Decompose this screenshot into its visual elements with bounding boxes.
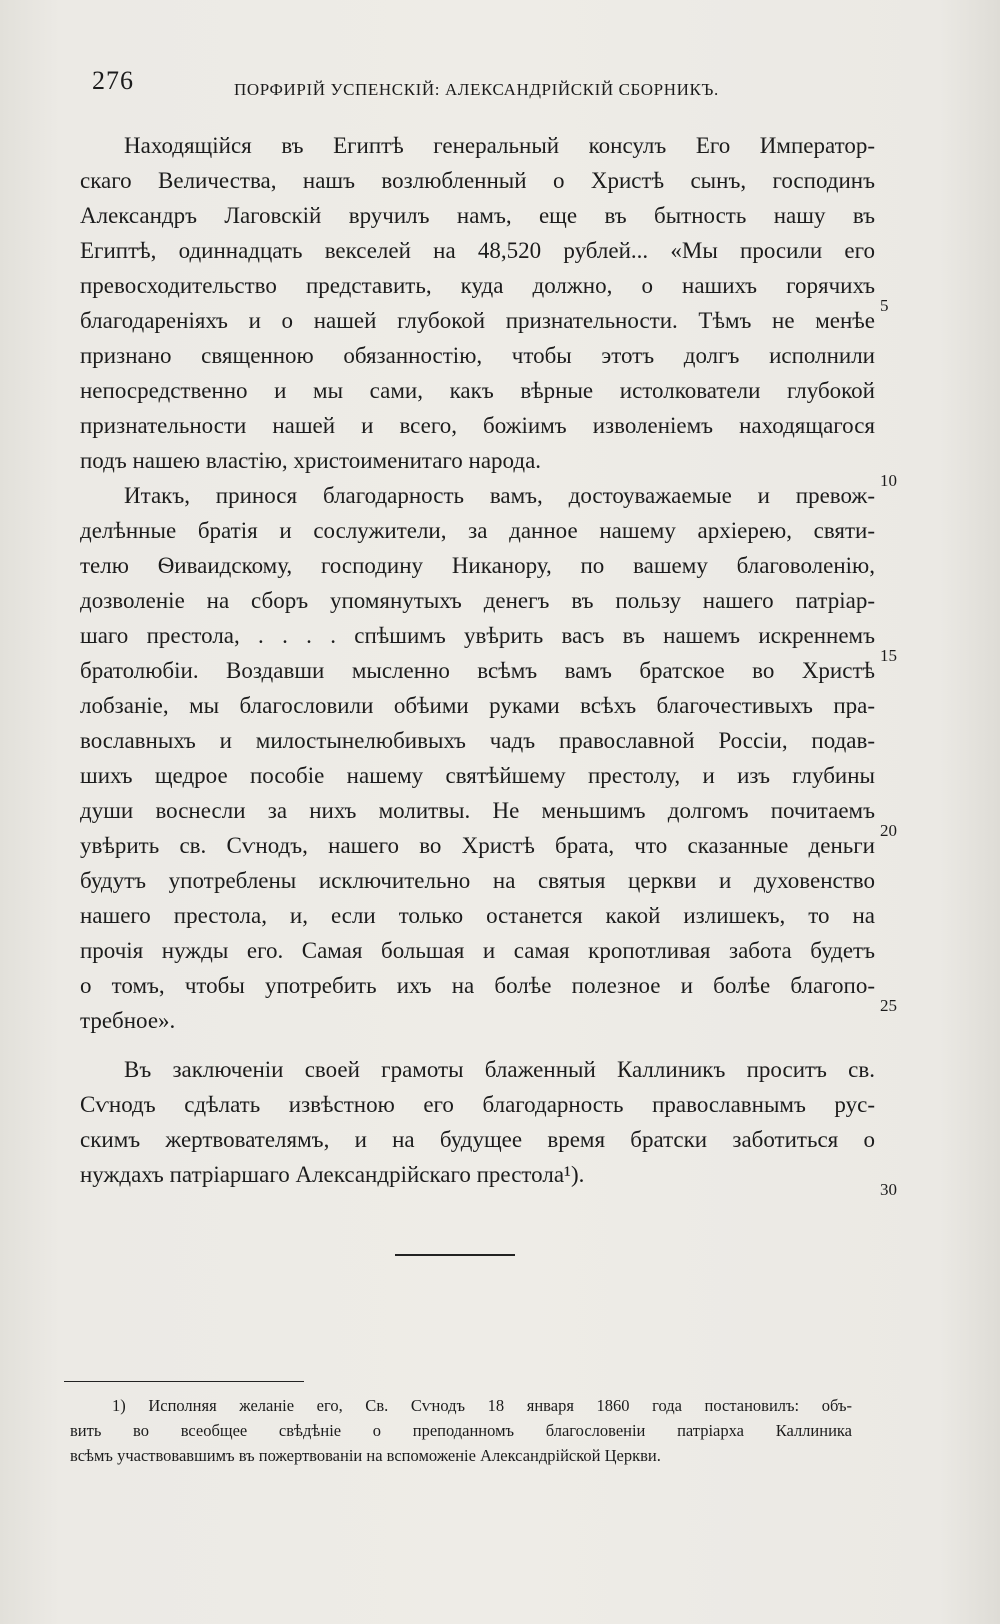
text-line: делѣнные братія и сослужители, за данное нашему архіерею, святи- bbox=[80, 518, 875, 543]
main-text bbox=[80, 128, 875, 1192]
footnote-line: всѣмъ участвовавшимъ въ пожертвованіи на вспоможеніе Александрійской Церкви. bbox=[70, 1446, 661, 1465]
text-line: признано священною обязанностію, чтобы этотъ долгъ исполнили bbox=[80, 343, 875, 368]
text-line: Находящійся въ Египтѣ генеральный консулъ Его Император- bbox=[124, 133, 875, 158]
text-line: шихъ щедрое пособіе нашему святѣйшему престолу, и изъ глубины bbox=[80, 763, 875, 788]
text-line: Египтѣ, одиннадцать векселей на 48,520 рублей... «Мы просили его bbox=[80, 238, 875, 263]
running-title: ПОРФИРІЙ УСПЕНСКІЙ: АЛЕКСАНДРІЙСКІЙ СБОРНИКЪ. bbox=[234, 80, 719, 99]
text-line: лобзаніе, мы благословили обѣими руками всѣхъ благочестивыхъ пра- bbox=[80, 693, 875, 718]
footnote-line: 1) Исполняя желаніе его, Св. Сѵнодъ 18 января 1860 года постановилъ: объ- bbox=[112, 1396, 852, 1415]
line-number: 15 bbox=[880, 646, 897, 665]
text-line: скаго Величества, нашъ возлюбленный о Христѣ сынъ, господинъ bbox=[80, 168, 875, 193]
text-line: о томъ, чтобы употребить ихъ на болѣе полезное и болѣе благопо- bbox=[80, 973, 875, 998]
text-line: будутъ употреблены исключительно на святыя церкви и духовенство bbox=[80, 868, 875, 893]
text-line: шаго престола, . . . . спѣшимъ увѣрить васъ въ нашемъ искреннемъ bbox=[80, 623, 875, 648]
text-line: подъ нашею властію, христоименитаго народа. bbox=[80, 448, 542, 473]
text-line: Въ заключеніи своей грамоты блаженный Каллиникъ проситъ св. bbox=[124, 1057, 875, 1082]
text-line: вославныхъ и милостынелюбивыхъ чадъ православной Россіи, подав- bbox=[80, 728, 875, 753]
text-line: требное». bbox=[80, 1008, 176, 1033]
text-line: скимъ жертвователямъ, и на будущее время братски заботиться о bbox=[80, 1127, 875, 1152]
line-number: 30 bbox=[880, 1180, 897, 1199]
text-line: увѣрить св. Сѵнодъ, нашего во Христѣ брата, что сказанные деньги bbox=[80, 833, 875, 858]
line-number: 10 bbox=[880, 471, 897, 490]
text-line: непосредственно и мы сами, какъ вѣрные истолкователи глубокой bbox=[80, 378, 875, 403]
text-line: Сѵнодъ сдѣлать извѣстною его благодарность православнымъ рус- bbox=[80, 1092, 875, 1117]
text-line: благодареніяхъ и о нашей глубокой признательности. Тѣмъ не менѣе bbox=[80, 308, 875, 333]
section-separator bbox=[395, 1254, 515, 1256]
paragraph-gap bbox=[80, 1038, 875, 1052]
text-line: превосходительство представить, куда должно, о нашихъ горячихъ bbox=[80, 273, 875, 298]
text-line: братолюбіи. Воздавши мысленно всѣмъ вамъ братское во Христѣ bbox=[80, 658, 875, 683]
text-line: Александръ Лаговскій вручилъ намъ, еще въ бытность нашу въ bbox=[80, 203, 875, 228]
text-line: признательности нашей и всего, божіимъ изволеніемъ находящагося bbox=[80, 413, 875, 438]
text-line: телю Ѳиваидскому, господину Никанору, по вашему благоволенію, bbox=[80, 553, 875, 578]
text-line: прочія нужды его. Самая большая и самая кропотливая забота будетъ bbox=[80, 938, 875, 963]
page-number: 276 bbox=[92, 66, 134, 95]
line-number: 20 bbox=[880, 821, 897, 840]
text-line: нашего престола, и, если только останется какой излишекъ, то на bbox=[80, 903, 875, 928]
footnote-rule bbox=[64, 1381, 304, 1382]
page-header bbox=[92, 66, 892, 106]
text-line: души воснесли за нихъ молитвы. Не меньшимъ долгомъ почитаемъ bbox=[80, 798, 875, 823]
footnote bbox=[70, 1393, 852, 1468]
text-line: нуждахъ патріаршаго Александрійскаго престола¹). bbox=[80, 1162, 585, 1187]
line-number: 25 bbox=[880, 996, 897, 1015]
footnote-line: вить во всеобщее свѣдѣніе о преподанномъ благословеніи патріарха Каллиника bbox=[70, 1421, 852, 1440]
text-line: дозволеніе на сборъ упомянутыхъ денегъ въ пользу нашего патріар- bbox=[80, 588, 875, 613]
text-line: Итакъ, принося благодарность вамъ, достоуважаемые и превож- bbox=[124, 483, 875, 508]
line-number: 5 bbox=[880, 296, 889, 315]
